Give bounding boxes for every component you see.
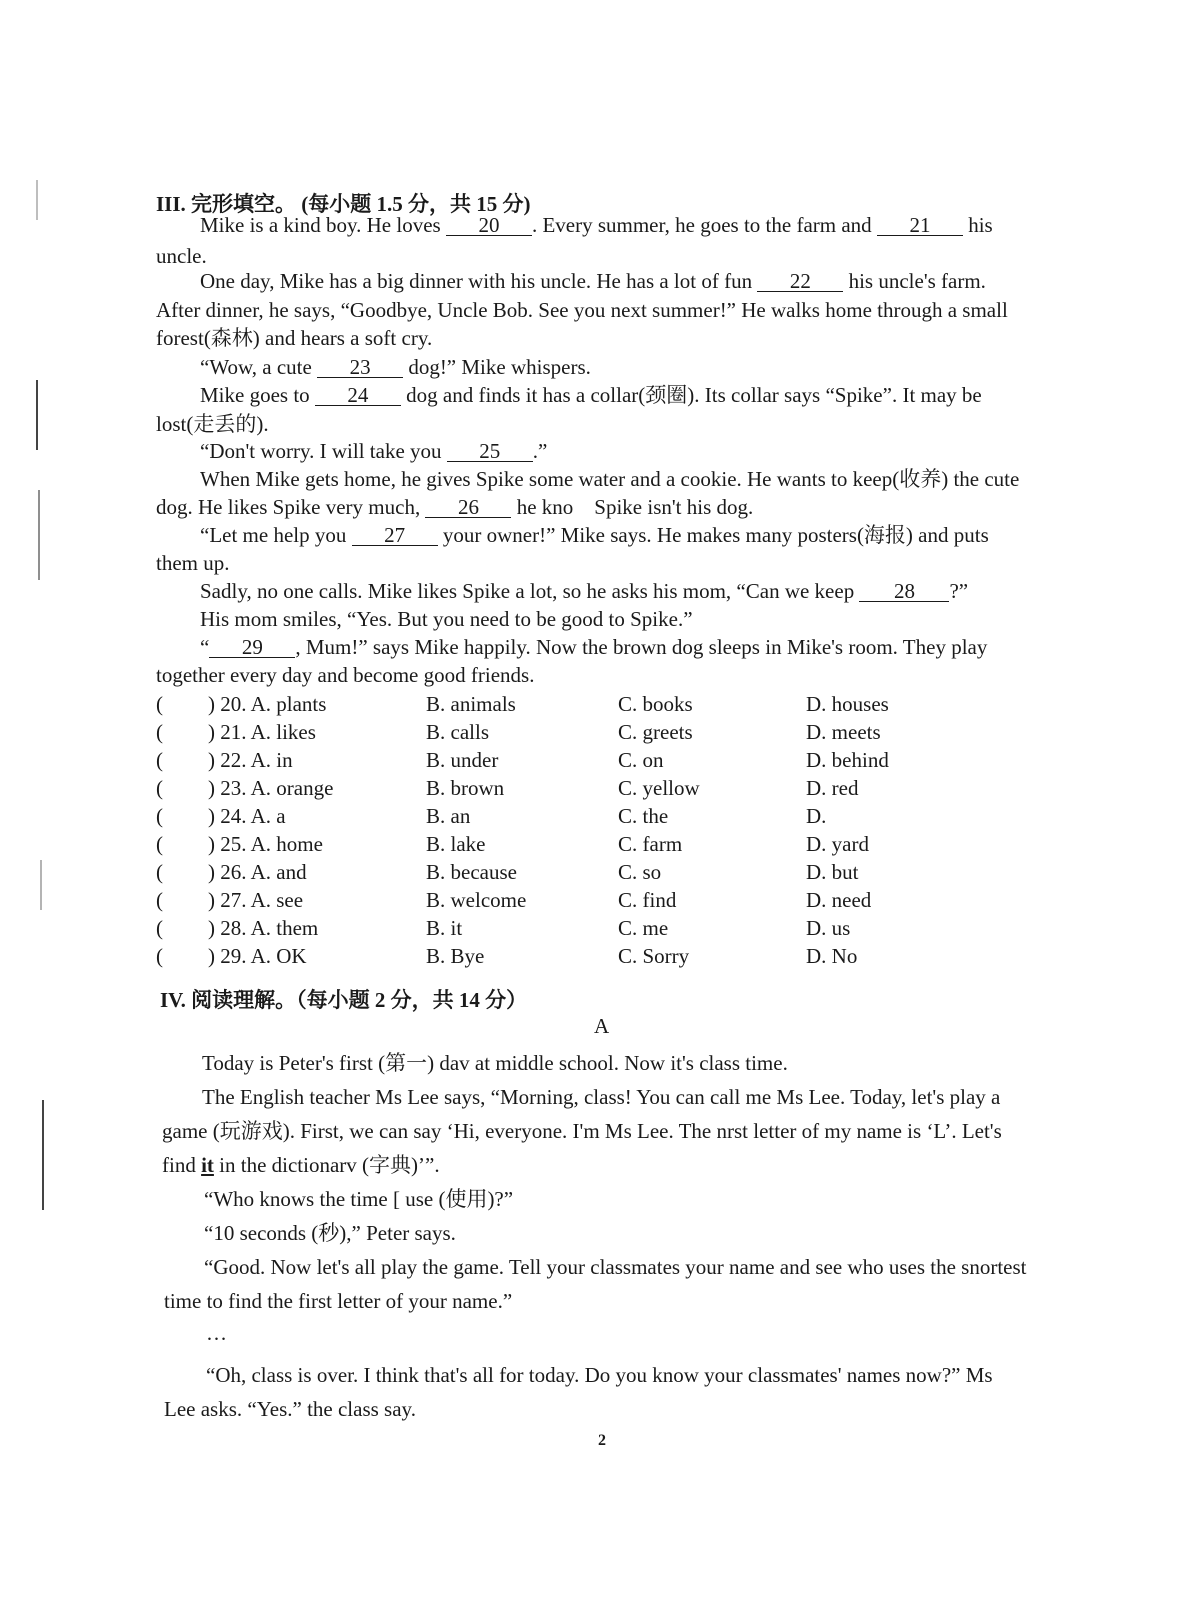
reading-line: “Who knows the time [ use (使用)?” <box>204 1187 514 1211</box>
scan-edge-mark <box>38 490 40 580</box>
page-number: 2 <box>598 1432 606 1449</box>
cloze-line: Sadly, no one calls. Mike likes Spike a lot, so he asks his mom, “Can we keep 28 ?” <box>200 579 969 603</box>
answer-paren[interactable]: ( <box>156 748 163 772</box>
cloze-line: “ 29 , Mum!” says Mike happily. Now the brown dog sleeps in Mike's room. They play <box>200 635 988 659</box>
cloze-line: together every day and become good friends. <box>156 663 535 687</box>
reading-line: “10 seconds (秒),” Peter says. <box>204 1221 456 1245</box>
answer-paren[interactable]: ( <box>156 916 163 940</box>
reading-line: find it in the dictionarv (字典)’”. <box>162 1153 440 1177</box>
cloze-blank-21[interactable]: 21 <box>877 215 963 236</box>
answer-paren[interactable]: ( <box>156 776 163 800</box>
cloze-blank-26[interactable]: 26 <box>425 497 511 518</box>
answer-paren[interactable]: ( <box>156 692 163 716</box>
cloze-line: “Don't worry. I will take you 25 .” <box>200 439 548 463</box>
answer-paren[interactable]: ( <box>156 832 163 856</box>
answer-paren[interactable]: ( <box>156 860 163 884</box>
answer-paren[interactable]: ( <box>156 720 163 744</box>
cloze-line: Mike goes to 24 dog and finds it has a collar(颈圈). Its collar says “Spike”. It may be <box>200 383 982 407</box>
cloze-blank-25[interactable]: 25 <box>447 441 533 462</box>
cloze-line: After dinner, he says, “Goodbye, Uncle Bob. See you next summer!” He walks home through a small <box>156 298 1008 322</box>
cloze-line: His mom smiles, “Yes. But you need to be good to Spike.” <box>200 607 693 631</box>
cloze-line: One day, Mike has a big dinner with his uncle. He has a lot of fun 22 his uncle's farm. <box>200 269 986 293</box>
answer-paren[interactable]: ( <box>156 888 163 912</box>
scan-edge-mark <box>42 1100 44 1210</box>
answer-paren[interactable]: ( <box>156 944 163 968</box>
cloze-blank-23[interactable]: 23 <box>317 357 403 378</box>
scan-edge-mark <box>40 860 42 910</box>
cloze-line: “Let me help you 27 your owner!” Mike says. He makes many posters(海报) and puts <box>200 523 989 547</box>
reading-ellipsis: … <box>206 1321 227 1345</box>
cloze-line: uncle. <box>156 244 207 268</box>
cloze-line: When Mike gets home, he gives Spike some water and a cookie. He wants to keep(收养) the cute <box>200 467 1020 491</box>
passage-label: A <box>594 1014 610 1038</box>
section3-heading: III. 完形填空。 (每小题 1.5 分，共 15 分) <box>156 192 531 216</box>
cloze-blank-29[interactable]: 29 <box>209 637 295 658</box>
cloze-line: forest(森林) and hears a soft cry. <box>156 326 433 350</box>
cloze-line: “Wow, a cute 23 dog!” Mike whispers. <box>200 355 591 379</box>
cloze-line: them up. <box>156 551 230 575</box>
reading-line: Today is Peter's first (第一) dav at middle school. Now it's class time. <box>202 1051 788 1075</box>
cloze-blank-20[interactable]: 20 <box>446 215 532 236</box>
cloze-blank-27[interactable]: 27 <box>352 525 438 546</box>
reading-line: “Good. Now let's all play the game. Tell your classmates your name and see who uses the snortest <box>204 1255 1027 1279</box>
reading-line: time to find the first letter of your name.” <box>164 1289 513 1313</box>
cloze-blank-28[interactable]: 28 <box>859 581 949 602</box>
scan-edge-mark <box>36 380 38 450</box>
cloze-line: Mike is a kind boy. He loves 20 . Every summer, he goes to the farm and 21 his <box>200 213 993 237</box>
section4-heading: IV. 阅读理解。（每小题 2 分，共 14 分） <box>160 988 528 1012</box>
reading-line: game (玩游戏). First, we can say ‘Hi, everyone. I'm Ms Lee. The nrst letter of my name is ‘L’. Let's <box>162 1119 1002 1143</box>
underlined-it: it <box>201 1153 214 1177</box>
cloze-blank-24[interactable]: 24 <box>315 385 401 406</box>
reading-line: Lee asks. “Yes.” the class say. <box>164 1397 416 1421</box>
cloze-blank-22[interactable]: 22 <box>757 271 843 292</box>
scan-edge-mark <box>36 180 38 220</box>
reading-line: The English teacher Ms Lee says, “Morning, class! You can call me Ms Lee. Today, let's play a <box>202 1085 1001 1109</box>
answer-paren[interactable]: ( <box>156 804 163 828</box>
exam-page: III. 完形填空。 (每小题 1.5 分，共 15 分) Mike is a kind boy. He loves 20 . Every summer, he goes to the farm and 21 his uncle. One day, Mike has a big dinner with his uncle. He has a lot of fun 22 his uncle's farm. After dinner, he says, “Goodbye, Uncle Bob. See you next summer!” He walks home through a small forest(森林) and hears a soft cry. “Wow, a cute 23 dog!” Mike whispers. Mike goes to 24 dog and finds it has a collar(颈圈). Its collar says “Spike”. It may be lost(走丢的). “Don't worry. I will take you 25 .” When Mike gets home, he gives Spike some water and a cookie. He wants to keep(收养) the cute dog. He likes Spike very much, 26 he kno Spike isn't his dog. “Let me help you 27 your owner!” Mike says. He makes many posters(海报) and puts them up. Sadly, no one calls. Mike likes Spike a lot, so he asks his mom, “Can we keep 28 ?” His mom smiles, “Yes. But you need to be good to Spike.” “ 29 , Mum!” says Mike happily. Now the brown dog sleeps in Mike's room. They play together every day and become good friends. ( ) 20. A. plants B. animals C. books D. houses ( ) 21. A. likes B. calls C. greets D. meets ( ) 22. A. in B. under C. on D. behind ( ) 23. A. orange B. brown C. yellow D. red ( ) 24. A. a B. an C. the D. ( ) 25. A. home B. lake C. farm D. yard ( ) 26. A. and B. because C. so D. but ( ) 27. A. see B. welcome C. find D. need ( ) 28. A. them B. it C. me D. us ( ) 29. A. OK B. Bye C. Sorry D. No IV. 阅读理解。（每小题 2 分，共 14 分） A Today is Peter's first (第一) dav at middle school. Now it's class time. The English teacher Ms Lee says, “Morning, class! You can call me Ms Lee. Today, let's play a game (玩游戏). First, we can say ‘Hi, everyone. I'm Ms Lee. The nrst letter of my name is ‘L’. Let's find it in the dictionarv (字典)’”. “Who knows the time [ use (使用)?” “10 seconds (秒),” Peter says. “Good. Now let's all play the game. Tell your classmates your name and see who uses the snortest time to find the first letter of your name.” … “Oh, class is over. I think that's all for today. Do you know your classmates' names now?” Ms Lee asks. “Yes.” the class say. 2 <box>0 0 1200 1600</box>
cloze-line: dog. He likes Spike very much, 26 he kno Spike isn't his dog. <box>156 495 754 519</box>
cloze-line: lost(走丢的). <box>156 412 269 436</box>
reading-line: “Oh, class is over. I think that's all for today. Do you know your classmates' names now?” Ms <box>206 1363 993 1387</box>
